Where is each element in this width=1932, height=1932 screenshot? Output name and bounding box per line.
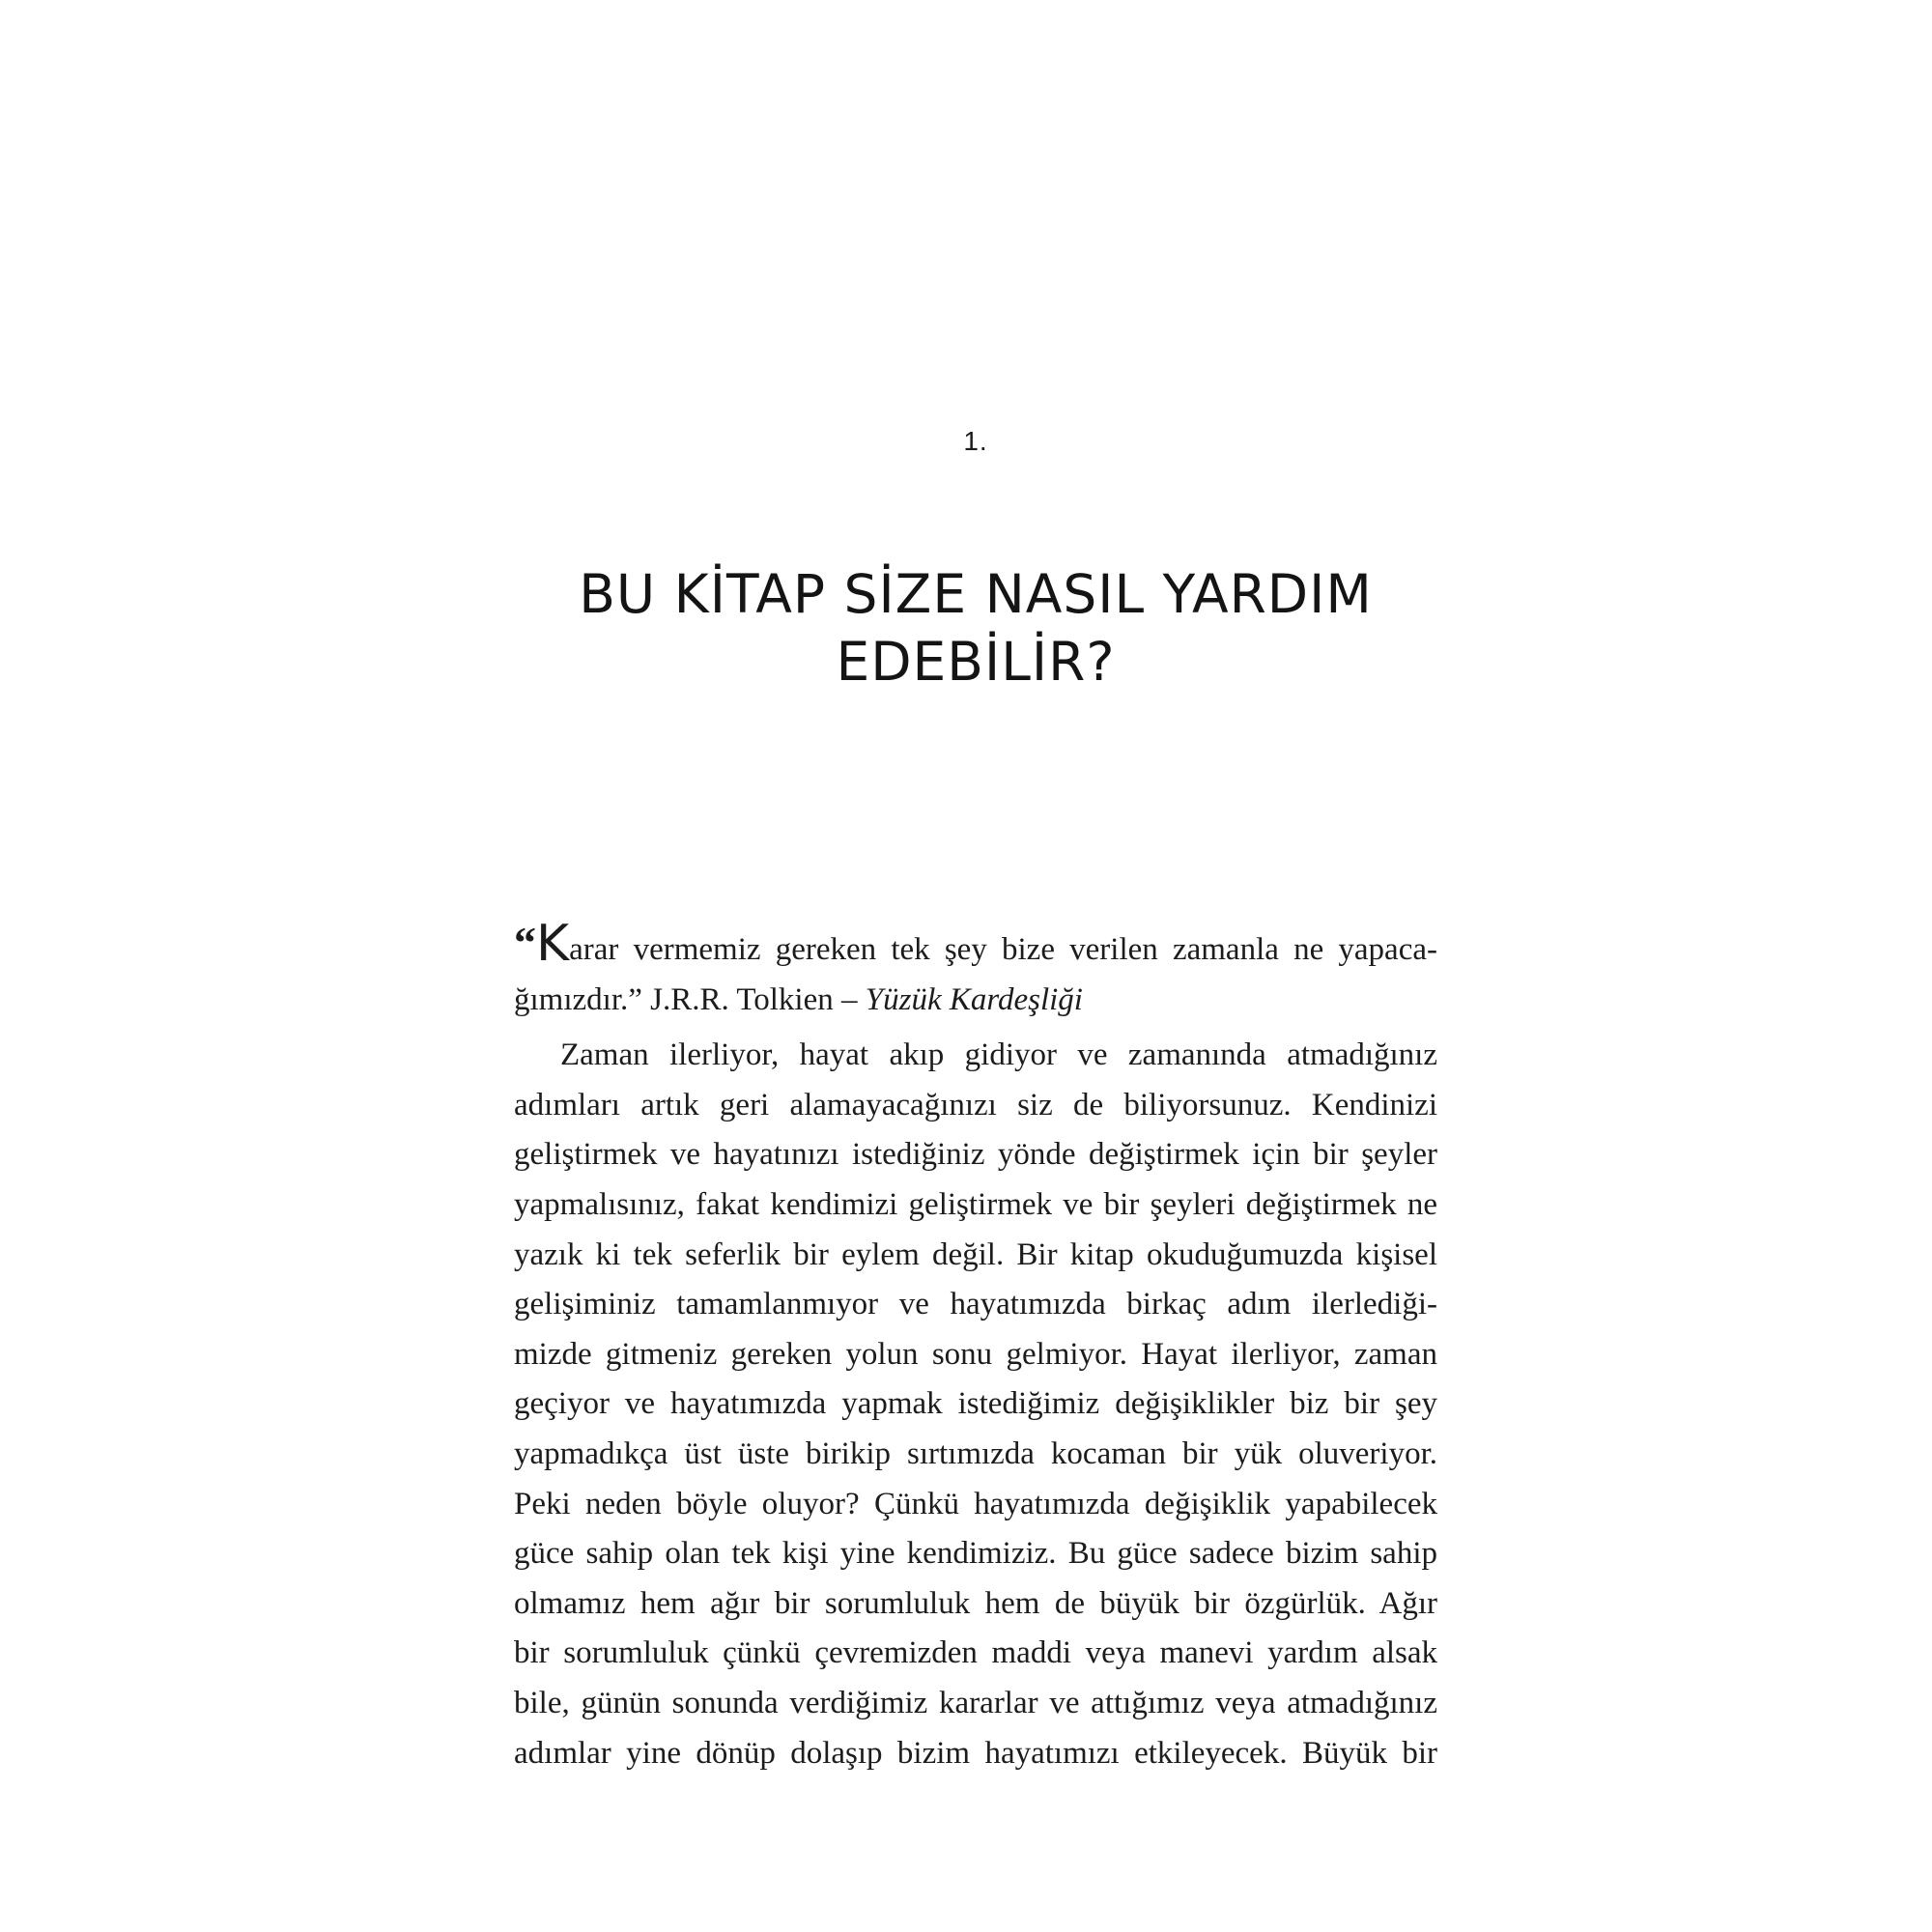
epigraph-line	[514, 976, 1437, 1026]
paragraph-line: bir sorumluluk çünkü çevremizden maddi veya manevi yardım alsak	[514, 1635, 1437, 1671]
drop-cap: K	[536, 915, 570, 973]
paragraph-line: yapmalısınız, fakat kendimizi geliştirmek ve bir şeyleri değiştirmek ne	[514, 1186, 1437, 1222]
body-text	[514, 915, 1437, 1778]
paragraph-line: geçiyor ve hayatımızda yapmak istediğimiz değişiklikler biz bir şey	[514, 1386, 1437, 1422]
paragraph-line: geliştirmek ve hayatınızı istediğiniz yönde değiştirmek için bir şeyler	[514, 1137, 1437, 1173]
chapter-title-line: BU KİTAP SİZE NASIL YARDIM	[579, 563, 1373, 625]
paragraph-line: yapmadıkça üst üste birikip sırtımızda kocaman bir yük oluveriyor.	[514, 1435, 1437, 1471]
chapter-title-line: EDEBİLİR?	[836, 631, 1116, 693]
paragraph-line: mizde gitmeniz gereken yolun sonu gelmiyor. Hayat ilerliyor, zaman	[514, 1336, 1437, 1372]
chapter-number: 1.	[963, 426, 988, 456]
paragraph-line: güce sahip olan tek kişi yine kendimiziz. Bu güce sadece bizim sahip	[514, 1536, 1437, 1572]
epigraph-quote	[514, 915, 1437, 1025]
epigraph-book-title: Yüzük Kardeşliği	[865, 981, 1083, 1017]
paragraph-line: adımları artık geri alamayacağınızı siz de biliyorsunuz. Kendinizi	[514, 1087, 1437, 1122]
chapter-title	[483, 560, 1468, 696]
body-paragraph	[514, 1031, 1437, 1778]
epigraph-text: arar vermemiz gereken tek şey bize verilen zamanla ne yapaca-	[569, 932, 1437, 967]
paragraph-line: yazık ki tek seferlik bir eylem değil. Bir kitap okuduğumuzda kişisel	[514, 1236, 1437, 1272]
paragraph-line: adımlar yine dönüp dolaşıp bizim hayatımızı etkileyecek. Büyük bir	[514, 1735, 1437, 1771]
paragraph-line: olmamız hem ağır bir sorumluluk hem de büyük bir özgürlük. Ağır	[514, 1585, 1437, 1621]
epigraph-line	[514, 915, 1437, 976]
paragraph-line: bile, günün sonunda verdiğimiz kararlar ve attığımız veya atmadığınız	[514, 1685, 1437, 1720]
paragraph-line: Peki neden böyle oluyor? Çünkü hayatımızda değişiklik yapabilecek	[514, 1486, 1437, 1521]
epigraph-attribution: ğımızdır.” J.R.R. Tolkien –	[514, 981, 866, 1017]
paragraph-line: Zaman ilerliyor, hayat akıp gidiyor ve zamanında atmadığınız	[560, 1037, 1437, 1073]
open-quote-mark: “	[514, 918, 536, 967]
paragraph-line: gelişiminiz tamamlanmıyor ve hayatımızda birkaç adım ilerlediği-	[514, 1287, 1437, 1322]
